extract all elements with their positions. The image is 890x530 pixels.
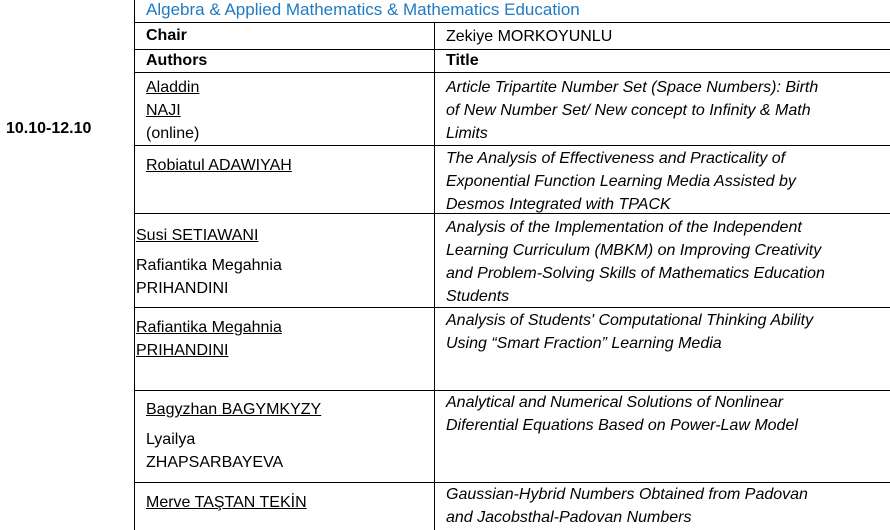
title-cell: [446, 483, 808, 529]
author-name: Rafiantika Megahnia: [136, 319, 282, 336]
title-line: Diferential Equations Based on Power-Law Model: [446, 417, 798, 434]
author-name: NAJI: [146, 102, 181, 119]
title-cell: [446, 309, 813, 355]
author-name: PRIHANDINI: [136, 342, 229, 359]
author-name: Bagyzhan BAGYMKYZY: [146, 401, 322, 418]
title-line: Article Tripartite Number Set (Space Numbers): Birth: [446, 79, 819, 96]
row-divider: [134, 72, 890, 73]
title-cell: [446, 147, 796, 216]
title-line: Using “Smart Fraction” Learning Media: [446, 335, 722, 352]
title-line: Exponential Function Learning Media Assisted by: [446, 173, 796, 190]
title-line: Analysis of Students' Computational Thinking Ability: [446, 312, 814, 329]
authors-cell: [146, 76, 199, 145]
title-line: and Jacobsthal-Padovan Numbers: [446, 509, 692, 526]
authors-cell: [146, 491, 307, 514]
session-title: Algebra & Applied Mathematics & Mathematics Education: [146, 0, 580, 19]
title-line: Gaussian-Hybrid Numbers Obtained from Padovan: [446, 486, 808, 503]
title-line: Students: [446, 288, 510, 305]
author-name: Aladdin: [146, 79, 200, 96]
column-divider: [434, 23, 435, 530]
table-left-border: [134, 0, 135, 530]
row-divider: [134, 49, 890, 50]
author-note: (online): [146, 125, 200, 142]
authors-cell: [136, 316, 282, 362]
author-name: Susi SETIAWANI: [136, 227, 259, 244]
chair-name: Zekiye MORKOYUNLU: [446, 28, 613, 45]
title-line: Desmos Integrated with TPACK: [446, 196, 671, 213]
row-divider: [134, 22, 890, 23]
title-line: Analytical and Numerical Solutions of Nonlinear: [446, 394, 784, 411]
row-divider: [134, 145, 890, 146]
title-line: The Analysis of Effectiveness and Practicality of: [446, 150, 786, 167]
title-cell: [446, 216, 825, 308]
title-line: Limits: [446, 125, 488, 142]
author-name: PRIHANDINI: [136, 280, 229, 297]
title-cell: [446, 76, 818, 145]
authors-cell: [136, 224, 282, 300]
chair-label: Chair: [146, 27, 187, 44]
authors-cell: [146, 154, 292, 177]
author-name: Robiatul ADAWIYAH: [146, 157, 292, 174]
author-name: Merve TAŞTAN TEKİN: [146, 494, 307, 511]
time-slot: 10.10-12.10: [6, 120, 92, 137]
authors-cell: [146, 398, 321, 474]
title-line: and Problem-Solving Skills of Mathematics Education: [446, 265, 825, 282]
author-name: Lyailya: [146, 431, 196, 448]
title-line: of New Number Set/ New concept to Infinity & Math: [446, 102, 811, 119]
title-line: Learning Curriculum (MBKM) on Improving Creativity: [446, 242, 822, 259]
title-cell: [446, 391, 798, 437]
title-line: Analysis of the Implementation of the Independent: [446, 219, 802, 236]
authors-header: Authors: [146, 52, 208, 69]
author-name: ZHAPSARBAYEVA: [146, 454, 284, 471]
author-name: Rafiantika Megahnia: [136, 257, 282, 274]
title-header: Title: [446, 52, 479, 69]
